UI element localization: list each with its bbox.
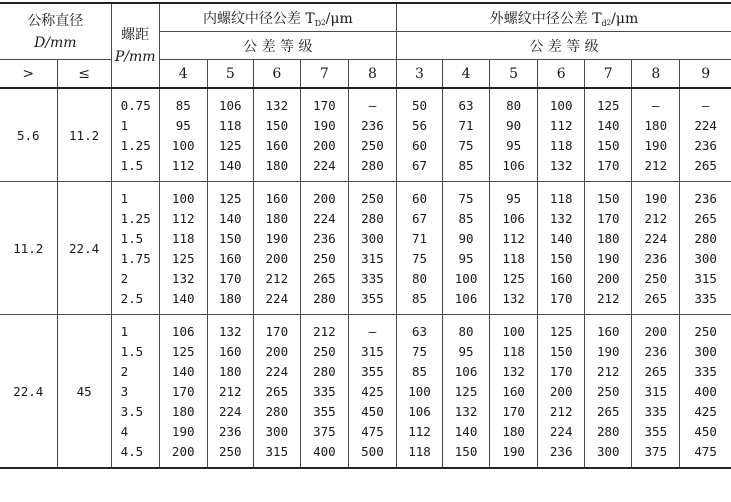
internal-tolerance-cell: 280 <box>348 155 396 182</box>
external-tolerance-cell: 250 <box>680 315 731 342</box>
internal-tolerance-cell: 100 <box>159 135 207 155</box>
external-tolerance-cell: 67 <box>396 208 442 228</box>
internal-tolerance-cell: 170 <box>159 381 207 401</box>
external-tolerance-cell: 125 <box>585 88 632 115</box>
external-tolerance-cell: 112 <box>490 228 538 248</box>
internal-title-subsub: 2 <box>321 18 326 27</box>
external-title-subsub: 2 <box>606 18 612 27</box>
pitch-cell: 1.5 <box>111 228 159 248</box>
external-tolerance-cell: 335 <box>632 401 680 421</box>
internal-tolerance-cell: 170 <box>207 268 253 288</box>
external-tolerance-cell: 140 <box>585 115 632 135</box>
internal-tolerance-cell: 280 <box>348 208 396 228</box>
nominal-diameter-header <box>0 3 111 60</box>
internal-tolerance-cell: 200 <box>253 341 300 361</box>
internal-tolerance-cell: 425 <box>348 381 396 401</box>
external-tolerance-cell: 118 <box>490 248 538 268</box>
internal-tolerance-cell: 100 <box>159 182 207 209</box>
external-tolerance-cell: 80 <box>443 315 490 342</box>
external-tolerance-cell: 335 <box>680 361 731 381</box>
internal-grade-6: 6 <box>253 60 300 89</box>
external-tolerance-cell: 106 <box>490 208 538 228</box>
pitch-cell: 1.75 <box>111 248 159 268</box>
internal-tolerance-cell: 140 <box>159 288 207 315</box>
pitch-cell: 3.5 <box>111 401 159 421</box>
external-grade-7: 7 <box>585 60 632 89</box>
external-tolerance-cell: 112 <box>538 115 585 135</box>
external-tolerance-cell: 132 <box>490 361 538 381</box>
external-tolerance-cell: 170 <box>490 401 538 421</box>
external-tolerance-cell: 200 <box>538 381 585 401</box>
external-tolerance-cell: 125 <box>443 381 490 401</box>
external-tolerance-cell: 56 <box>396 115 442 135</box>
internal-tolerance-cell: 236 <box>207 421 253 441</box>
external-tolerance-cell: 224 <box>538 421 585 441</box>
external-tolerance-cell: 80 <box>490 88 538 115</box>
internal-tolerance-cell: 355 <box>348 288 396 315</box>
external-tolerance-cell: 335 <box>680 288 731 315</box>
external-tolerance-cell: 236 <box>680 135 731 155</box>
external-title-prefix: 外螺纹中径公差 T <box>489 10 602 27</box>
external-tolerance-cell: 425 <box>680 401 731 421</box>
internal-thread-tolerance-header <box>159 3 396 32</box>
external-tolerance-cell: 150 <box>538 248 585 268</box>
external-tolerance-cell: 100 <box>538 88 585 115</box>
external-tolerance-cell: 300 <box>585 441 632 468</box>
external-tolerance-cell: 95 <box>490 182 538 209</box>
internal-tolerance-cell: 132 <box>159 268 207 288</box>
internal-tolerance-cell: 160 <box>253 135 300 155</box>
external-tolerance-cell: 180 <box>490 421 538 441</box>
external-tolerance-cell: 106 <box>443 361 490 381</box>
external-tolerance-cell: 200 <box>632 315 680 342</box>
internal-tolerance-cell: 190 <box>253 228 300 248</box>
external-tolerance-cell: 170 <box>585 208 632 228</box>
external-tolerance-cell: 100 <box>490 315 538 342</box>
external-tolerance-cell: 180 <box>632 115 680 135</box>
internal-tolerance-cell: — <box>348 88 396 115</box>
external-tolerance-cell: 236 <box>632 248 680 268</box>
external-tolerance-cell: 112 <box>396 421 442 441</box>
internal-tolerance-cell: 180 <box>207 361 253 381</box>
internal-tolerance-cell: 180 <box>159 401 207 421</box>
internal-tolerance-cell: 355 <box>300 401 348 421</box>
external-tolerance-cell: 132 <box>490 288 538 315</box>
external-tolerance-cell: 95 <box>490 135 538 155</box>
internal-tolerance-cell: 280 <box>300 361 348 381</box>
internal-tolerance-cell: 95 <box>159 115 207 135</box>
external-grade-9: 9 <box>680 60 731 89</box>
internal-title-suffix: /μm <box>325 10 353 27</box>
external-tolerance-cell: 160 <box>585 315 632 342</box>
internal-tolerance-cell: 160 <box>207 248 253 268</box>
external-tolerance-cell: 190 <box>632 182 680 209</box>
internal-tolerance-cell: 190 <box>300 115 348 135</box>
external-tolerance-cell: 475 <box>680 441 731 468</box>
external-tolerance-cell: 90 <box>443 228 490 248</box>
external-tolerance-cell: 212 <box>632 208 680 228</box>
external-tolerance-cell: 63 <box>443 88 490 115</box>
external-tolerance-cell: 132 <box>443 401 490 421</box>
internal-tolerance-cell: 118 <box>159 228 207 248</box>
internal-tolerance-cell: 236 <box>348 115 396 135</box>
internal-tolerance-cell: 315 <box>348 248 396 268</box>
external-tolerance-cell: — <box>680 88 731 115</box>
external-tolerance-cell: 80 <box>396 268 442 288</box>
internal-tolerance-cell: 355 <box>348 361 396 381</box>
external-tolerance-cell: 100 <box>396 381 442 401</box>
internal-tolerance-cell: 170 <box>253 315 300 342</box>
external-tolerance-cell: 300 <box>680 341 731 361</box>
pitch-cell: 0.75 <box>111 88 159 115</box>
external-tolerance-cell: 200 <box>585 268 632 288</box>
external-tolerance-cell: 71 <box>396 228 442 248</box>
internal-tolerance-cell: 224 <box>300 155 348 182</box>
internal-tolerance-cell: 106 <box>159 315 207 342</box>
pitch-cell: 1.25 <box>111 135 159 155</box>
table-row <box>0 182 731 209</box>
greater-than-header: > <box>0 60 57 89</box>
external-tolerance-cell: 60 <box>396 135 442 155</box>
internal-tolerance-cell: 180 <box>253 208 300 228</box>
internal-tolerance-cell: 315 <box>253 441 300 468</box>
external-tolerance-cell: 190 <box>632 135 680 155</box>
external-tolerance-cell: 250 <box>585 381 632 401</box>
internal-tolerance-cell: 200 <box>159 441 207 468</box>
internal-tolerance-cell: 280 <box>300 288 348 315</box>
external-tolerance-cell: 190 <box>585 341 632 361</box>
external-tolerance-cell: 375 <box>632 441 680 468</box>
external-tolerance-cell: 265 <box>632 361 680 381</box>
pitch-header <box>111 3 159 88</box>
external-tolerance-cell: 224 <box>680 115 731 135</box>
external-tolerance-cell: 450 <box>680 421 731 441</box>
internal-tolerance-cell: 265 <box>300 268 348 288</box>
external-tolerance-cell: 150 <box>443 441 490 468</box>
external-tolerance-cell: 250 <box>632 268 680 288</box>
pitch-diameter-tolerance-table <box>0 2 731 469</box>
internal-title-prefix: 内螺纹中径公差 T <box>202 10 315 27</box>
external-tolerance-cell: 265 <box>632 288 680 315</box>
external-tolerance-cell: 125 <box>538 315 585 342</box>
internal-tolerance-cell: 200 <box>300 135 348 155</box>
external-tolerance-cell: 300 <box>680 248 731 268</box>
internal-tolerance-cell: 140 <box>207 208 253 228</box>
external-tolerance-cell: 212 <box>585 361 632 381</box>
internal-tolerance-cell: 265 <box>253 381 300 401</box>
external-tolerance-cell: 118 <box>396 441 442 468</box>
internal-tolerance-cell: 118 <box>207 115 253 135</box>
external-grade-label: 公 差 等 级 <box>396 32 731 60</box>
external-tolerance-cell: 106 <box>443 288 490 315</box>
pitch-cell: 1.5 <box>111 341 159 361</box>
external-tolerance-cell: 67 <box>396 155 442 182</box>
external-tolerance-cell: 132 <box>538 155 585 182</box>
pitch-cell: 3 <box>111 381 159 401</box>
internal-tolerance-cell: 224 <box>253 288 300 315</box>
external-tolerance-cell: 125 <box>490 268 538 288</box>
external-tolerance-cell: 265 <box>585 401 632 421</box>
table-row <box>0 315 731 342</box>
external-grade-3: 3 <box>396 60 442 89</box>
pitch-cell: 1 <box>111 115 159 135</box>
internal-tolerance-cell: 190 <box>159 421 207 441</box>
internal-tolerance-cell: 125 <box>159 248 207 268</box>
internal-tolerance-cell: 212 <box>207 381 253 401</box>
external-tolerance-cell: 75 <box>396 248 442 268</box>
internal-tolerance-cell: 250 <box>348 135 396 155</box>
internal-tolerance-cell: 200 <box>253 248 300 268</box>
internal-tolerance-cell: 212 <box>300 315 348 342</box>
pitch-label: 螺距 <box>121 26 150 43</box>
pitch-cell: 1.5 <box>111 155 159 182</box>
internal-tolerance-cell: 315 <box>348 341 396 361</box>
internal-title-sub: D <box>314 18 322 28</box>
external-tolerance-cell: 60 <box>396 182 442 209</box>
internal-grade-4: 4 <box>159 60 207 89</box>
internal-tolerance-cell: 112 <box>159 155 207 182</box>
external-tolerance-cell: 315 <box>632 381 680 401</box>
internal-tolerance-cell: 106 <box>207 88 253 115</box>
less-equal-header: ≤ <box>57 60 111 89</box>
table-header <box>0 3 731 88</box>
external-tolerance-cell: 224 <box>632 228 680 248</box>
external-title-sub: d <box>601 18 607 28</box>
external-tolerance-cell: 118 <box>538 182 585 209</box>
external-tolerance-cell: 150 <box>585 135 632 155</box>
internal-tolerance-cell: 236 <box>300 228 348 248</box>
internal-tolerance-cell: 125 <box>207 135 253 155</box>
external-tolerance-cell: 190 <box>490 441 538 468</box>
external-tolerance-cell: 85 <box>396 288 442 315</box>
external-tolerance-cell: 95 <box>443 341 490 361</box>
internal-tolerance-cell: 280 <box>253 401 300 421</box>
internal-tolerance-cell: 224 <box>300 208 348 228</box>
external-tolerance-cell: 160 <box>490 381 538 401</box>
table-row <box>0 88 731 115</box>
internal-tolerance-cell: 170 <box>300 88 348 115</box>
external-tolerance-cell: 170 <box>585 155 632 182</box>
external-tolerance-cell: 355 <box>632 421 680 441</box>
internal-tolerance-cell: 250 <box>348 182 396 209</box>
external-tolerance-cell: 75 <box>443 135 490 155</box>
pitch-cell: 4 <box>111 421 159 441</box>
external-tolerance-cell: 85 <box>443 155 490 182</box>
external-tolerance-cell: 160 <box>538 268 585 288</box>
internal-tolerance-cell: 160 <box>253 182 300 209</box>
internal-tolerance-cell: 400 <box>300 441 348 468</box>
internal-tolerance-cell: 375 <box>300 421 348 441</box>
external-grade-6: 6 <box>538 60 585 89</box>
internal-tolerance-cell: 150 <box>207 228 253 248</box>
external-tolerance-cell: 315 <box>680 268 731 288</box>
internal-tolerance-cell: 250 <box>300 341 348 361</box>
internal-tolerance-cell: 450 <box>348 401 396 421</box>
external-tolerance-cell: 106 <box>396 401 442 421</box>
diameter-le-cell: 22.4 <box>57 182 111 315</box>
external-tolerance-cell: 212 <box>538 401 585 421</box>
internal-tolerance-cell: 150 <box>253 115 300 135</box>
diameter-gt-cell: 22.4 <box>0 315 57 469</box>
external-tolerance-cell: 50 <box>396 88 442 115</box>
internal-tolerance-cell: 212 <box>253 268 300 288</box>
internal-tolerance-cell: 132 <box>207 315 253 342</box>
internal-tolerance-cell: 140 <box>159 361 207 381</box>
external-tolerance-cell: 150 <box>538 341 585 361</box>
external-tolerance-cell: 212 <box>585 288 632 315</box>
external-tolerance-cell: 90 <box>490 115 538 135</box>
pitch-cell: 4.5 <box>111 441 159 468</box>
external-tolerance-cell: 140 <box>538 228 585 248</box>
internal-grade-7: 7 <box>300 60 348 89</box>
internal-tolerance-cell: 132 <box>253 88 300 115</box>
internal-tolerance-cell: 475 <box>348 421 396 441</box>
external-title-suffix: /μm <box>611 10 639 27</box>
pitch-cell: 2 <box>111 361 159 381</box>
internal-tolerance-cell: 180 <box>207 288 253 315</box>
diameter-gt-cell: 5.6 <box>0 88 57 182</box>
external-tolerance-cell: 118 <box>538 135 585 155</box>
internal-tolerance-cell: 500 <box>348 441 396 468</box>
internal-tolerance-cell: 160 <box>207 341 253 361</box>
external-tolerance-cell: 150 <box>585 182 632 209</box>
external-tolerance-cell: 280 <box>585 421 632 441</box>
internal-tolerance-cell: 300 <box>253 421 300 441</box>
internal-tolerance-cell: 300 <box>348 228 396 248</box>
internal-tolerance-cell: 335 <box>300 381 348 401</box>
external-grade-5: 5 <box>490 60 538 89</box>
pitch-cell: 1.25 <box>111 208 159 228</box>
external-tolerance-cell: 63 <box>396 315 442 342</box>
external-tolerance-cell: 212 <box>632 155 680 182</box>
internal-tolerance-cell: 335 <box>348 268 396 288</box>
external-tolerance-cell: 118 <box>490 341 538 361</box>
external-tolerance-cell: — <box>632 88 680 115</box>
internal-tolerance-cell: 250 <box>300 248 348 268</box>
internal-tolerance-cell: 224 <box>207 401 253 421</box>
pitch-unit: P/mm <box>114 48 156 65</box>
diameter-le-cell: 11.2 <box>57 88 111 182</box>
internal-tolerance-cell: 200 <box>300 182 348 209</box>
external-tolerance-cell: 95 <box>443 248 490 268</box>
pitch-cell: 2 <box>111 268 159 288</box>
external-tolerance-cell: 170 <box>538 288 585 315</box>
internal-tolerance-cell: 180 <box>253 155 300 182</box>
external-tolerance-cell: 85 <box>396 361 442 381</box>
external-grade-4: 4 <box>443 60 490 89</box>
external-tolerance-cell: 236 <box>538 441 585 468</box>
internal-tolerance-cell: 85 <box>159 88 207 115</box>
external-tolerance-cell: 75 <box>396 341 442 361</box>
nominal-diameter-label: 公称直径 <box>27 12 84 29</box>
external-tolerance-cell: 106 <box>490 155 538 182</box>
internal-tolerance-cell: — <box>348 315 396 342</box>
external-tolerance-cell: 190 <box>585 248 632 268</box>
external-tolerance-cell: 170 <box>538 361 585 381</box>
nominal-diameter-unit: D/mm <box>34 34 77 51</box>
external-thread-tolerance-header <box>396 3 731 32</box>
external-tolerance-cell: 132 <box>538 208 585 228</box>
external-tolerance-cell: 140 <box>443 421 490 441</box>
internal-grade-8: 8 <box>348 60 396 89</box>
internal-tolerance-cell: 250 <box>207 441 253 468</box>
external-grade-8: 8 <box>632 60 680 89</box>
pitch-cell: 1 <box>111 182 159 209</box>
internal-grade-label: 公 差 等 级 <box>159 32 396 60</box>
pitch-cell: 2.5 <box>111 288 159 315</box>
external-tolerance-cell: 180 <box>585 228 632 248</box>
internal-tolerance-cell: 125 <box>207 182 253 209</box>
external-tolerance-cell: 400 <box>680 381 731 401</box>
pitch-cell: 1 <box>111 315 159 342</box>
external-tolerance-cell: 85 <box>443 208 490 228</box>
external-tolerance-cell: 100 <box>443 268 490 288</box>
internal-tolerance-cell: 140 <box>207 155 253 182</box>
diameter-le-cell: 45 <box>57 315 111 469</box>
external-tolerance-cell: 71 <box>443 115 490 135</box>
internal-tolerance-cell: 112 <box>159 208 207 228</box>
external-tolerance-cell: 236 <box>680 182 731 209</box>
external-tolerance-cell: 280 <box>680 228 731 248</box>
internal-tolerance-cell: 125 <box>159 341 207 361</box>
external-tolerance-cell: 75 <box>443 182 490 209</box>
internal-tolerance-cell: 224 <box>253 361 300 381</box>
external-tolerance-cell: 236 <box>632 341 680 361</box>
internal-grade-5: 5 <box>207 60 253 89</box>
diameter-gt-cell: 11.2 <box>0 182 57 315</box>
table-body <box>0 88 731 468</box>
external-tolerance-cell: 265 <box>680 155 731 182</box>
external-tolerance-cell: 265 <box>680 208 731 228</box>
